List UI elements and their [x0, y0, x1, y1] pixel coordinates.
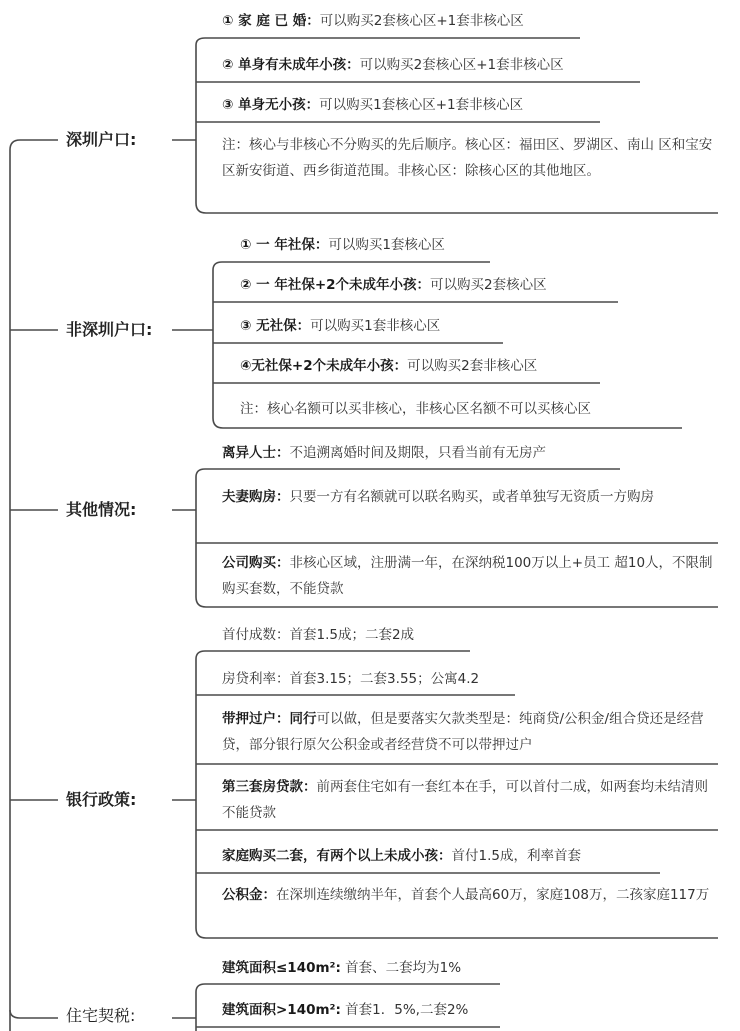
item-text: 可以购买1套核心区+1套非核心区 — [319, 97, 524, 113]
item-text: 首付成数：首套1.5成；二套2成 — [222, 627, 415, 643]
list-item — [240, 232, 445, 258]
item-text: 注：核心与非核心不分购买的先后顺序。核心区：福田区、罗湖区、南山 区和宝安区新安街道、西乡街道范围。非核心区：除核心区的其他地区。 — [222, 137, 713, 179]
list-item-note — [240, 396, 591, 422]
item-bold: ② 单身有未成年小孩： — [222, 57, 360, 73]
list-item-note — [222, 132, 718, 184]
list-item — [222, 52, 564, 78]
list-item — [222, 843, 581, 869]
item-bold: ③ 单身无小孩： — [222, 97, 320, 113]
item-bold: 建筑面积≤140m²: — [222, 960, 341, 976]
list-item — [222, 774, 718, 826]
item-text: 可以购买2套核心区+1套非核心区 — [359, 57, 564, 73]
item-text: 前两套住宅如有一套红本在手，可以首付二成，如两套均未结清则不能贷款 — [222, 779, 708, 821]
section-label-other-cases: 其他情况: — [66, 500, 137, 519]
item-bold: 建筑面积>140m²: — [222, 1002, 341, 1018]
item-text: 不追溯离婚时间及期限，只看当前有无房产 — [289, 445, 546, 461]
list-item — [222, 92, 523, 118]
item-bold: 带押过户：同行 — [222, 711, 317, 727]
list-item — [222, 666, 479, 692]
item-text: 可以购买2套核心区 — [430, 277, 547, 293]
s3-item1-line — [196, 469, 620, 477]
list-item — [222, 955, 461, 981]
item-bold: 离异人士： — [222, 445, 290, 461]
list-item — [222, 882, 718, 908]
s1-item1-line — [196, 38, 580, 45]
item-bold: 公积金： — [222, 887, 276, 903]
section-label-non-shenzhen-hukou: 非深圳户口: — [66, 320, 153, 339]
list-item — [222, 706, 718, 758]
list-item — [222, 440, 546, 466]
section-label-bank-policy: 银行政策: — [66, 790, 137, 809]
item-text: 可以购买2套非核心区 — [407, 358, 538, 374]
item-bold: ④无社保+2个未成年小孩： — [240, 358, 408, 374]
item-bold: ② 一 年社保+2个未成年小孩： — [240, 277, 431, 293]
item-text: 可以购买2套核心区+1套非核心区 — [319, 13, 524, 29]
item-text: 非核心区域，注册满一年，在深纳税100万以上+员工 超10人，不限制购买套数，不能贷款 — [222, 555, 713, 597]
item-text: 首套1．5%,二套2% — [340, 1002, 469, 1018]
item-text: 首套、二套均为1% — [340, 960, 462, 976]
item-text: 房贷利率：首套3.15；二套3.55；公寓4.2 — [222, 671, 480, 687]
trunk-line — [10, 140, 58, 1031]
item-text: 注：核心名额可以买非核心，非核心区名额不可以买核心区 — [240, 401, 591, 417]
item-text: 可以购买1套核心区 — [328, 237, 445, 253]
item-text: 首付1.5成，利率首套 — [451, 848, 581, 864]
trunk-branch-5 — [10, 1010, 58, 1018]
item-text: 可以购买1套非核心区 — [310, 318, 441, 334]
item-bold: ① 家 庭 已 婚： — [222, 13, 320, 29]
item-bold: 夫妻购房： — [222, 489, 290, 505]
section-label-shenzhen-hukou: 深圳户口: — [66, 130, 137, 149]
item-bold: 家庭购买二套，有两个以上未成小孩： — [222, 848, 452, 864]
s4-item1-line — [196, 651, 470, 659]
item-bold: ③ 无社保： — [240, 318, 311, 334]
item-bold: ① 一 年社保： — [240, 237, 329, 253]
list-item — [240, 272, 547, 298]
list-item — [240, 353, 537, 379]
item-bold: 公司购买： — [222, 555, 290, 571]
s2-item1-line — [213, 262, 490, 270]
list-item — [240, 313, 440, 339]
item-text: 可以做，但是要落实欠款类型是：纯商贷/公积金/组合贷还是经营贷，部分银行原欠公积金或者经营贷不可以带押过户 — [222, 711, 704, 753]
list-item — [222, 622, 414, 648]
item-text: 在深圳连续缴纳半年，首套个人最高60万，家庭108万，二孩家庭117万 — [276, 887, 710, 903]
list-item — [222, 8, 524, 34]
item-text: 只要一方有名额就可以联名购买，或者单独写无资质一方购房 — [289, 489, 654, 505]
list-item — [222, 484, 718, 510]
list-item — [222, 997, 468, 1023]
list-item — [222, 550, 718, 602]
item-bold: 第三套房贷款： — [222, 779, 317, 795]
section-label-housing-deed-tax: 住宅契税: — [66, 1006, 136, 1025]
s5-item1-line — [196, 984, 500, 992]
